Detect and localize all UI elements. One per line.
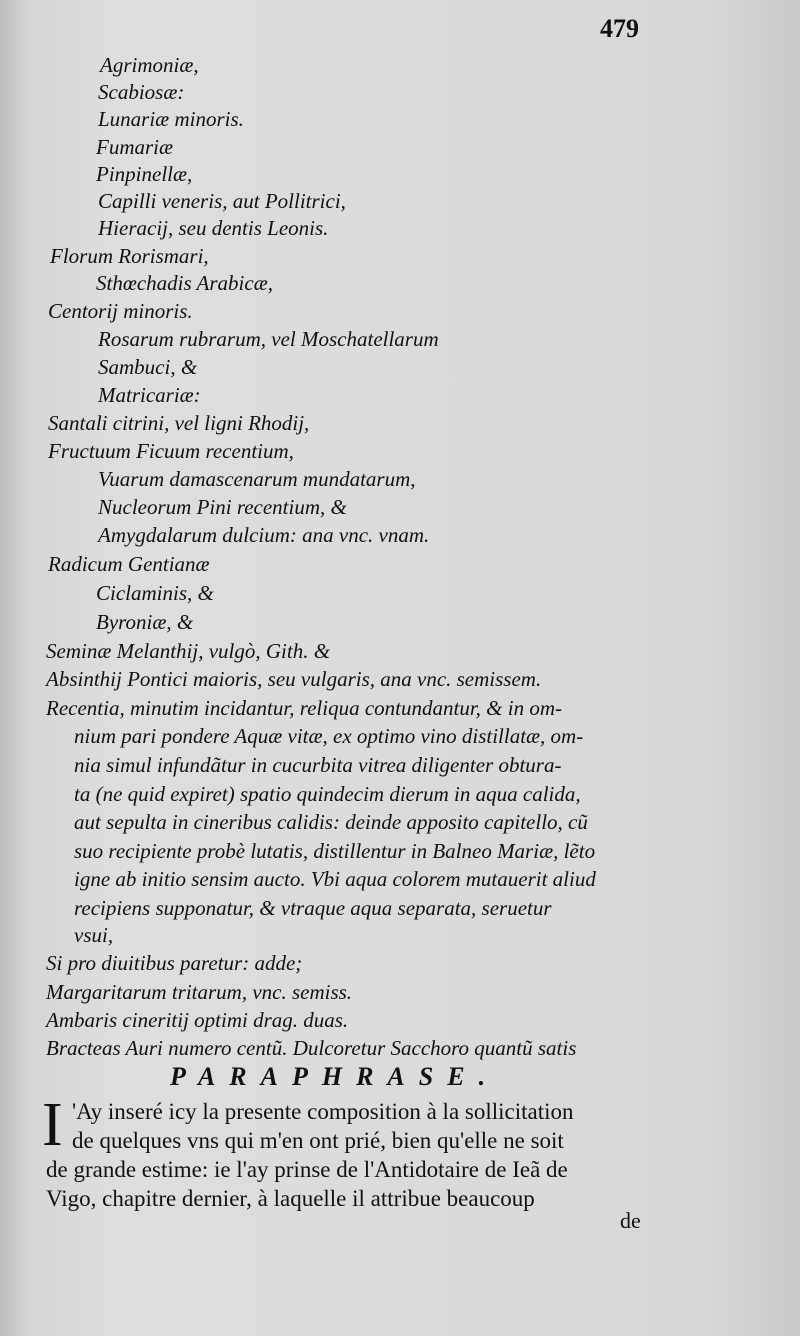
recipe-line: Byroniæ, &: [96, 610, 194, 634]
recipe-line: igne ab initio sensim aucto. Vbi aqua colorem mutauerit aliud: [74, 867, 596, 891]
recipe-line: Recentia, minutim incidantur, reliqua contundantur, & in om-: [46, 696, 563, 720]
paraphrase-line: 'Ay inseré icy la presente composition à la sollicitation: [72, 1099, 574, 1124]
paraphrase-line: de grande estime: ie l'ay prinse de l'Antidotaire de Ieã de: [46, 1157, 568, 1182]
recipe-line: Si pro diuitibus paretur: adde;: [46, 951, 303, 975]
recipe-line: Fructuum Ficuum recentium,: [48, 439, 294, 463]
recipe-line: Centorij minoris.: [48, 299, 193, 323]
recipe-line: Nucleorum Pini recentium, &: [98, 495, 347, 519]
recipe-line: Sambuci, &: [98, 355, 198, 379]
recipe-line: Capilli veneris, aut Pollitrici,: [98, 189, 346, 213]
recipe-line: Ciclaminis, &: [96, 581, 214, 605]
recipe-line: Bracteas Auri numero centũ. Dulcoretur Sacchoro quantũ satis: [46, 1036, 577, 1060]
paraphrase-heading: PARAPHRASE.: [170, 1062, 500, 1091]
recipe-line: Margaritarum tritarum, vnc. semiss.: [46, 980, 353, 1004]
recipe-line: suo recipiente probè lutatis, distillentur in Balneo Mariæ, lẽto: [74, 839, 596, 863]
recipe-line: Hieracij, seu dentis Leonis.: [98, 216, 329, 240]
drop-cap: I: [42, 1091, 63, 1159]
recipe-line: Santali citrini, vel ligni Rhodij,: [48, 411, 310, 435]
recipe-line: Scabiosæ:: [98, 80, 185, 104]
recipe-line: Ambaris cineritij optimi drag. duas.: [46, 1008, 349, 1032]
recipe-line: Lunariæ minoris.: [98, 107, 244, 131]
recipe-line: nia simul infundãtur in cucurbita vitrea diligenter obtura-: [74, 753, 562, 777]
catchword: de: [620, 1208, 641, 1233]
recipe-line: Vuarum damascenarum mundatarum,: [98, 467, 416, 491]
recipe-line: Amygdalarum dulcium: ana vnc. vnam.: [98, 523, 430, 547]
recipe-line: vsui,: [74, 923, 114, 947]
recipe-line: ta (ne quid expiret) spatio quindecim dierum in aqua calida,: [74, 782, 581, 806]
paraphrase-line: Vigo, chapitre dernier, à laquelle il attribue beaucoup: [46, 1186, 535, 1211]
recipe-line: Matricariæ:: [98, 383, 201, 407]
recipe-line: Sthœchadis Arabicæ,: [96, 271, 273, 295]
paraphrase-line: de quelques vns qui m'en ont prié, bien qu'elle ne soit: [72, 1128, 564, 1153]
recipe-line: aut sepulta in cineribus calidis: deinde apposito capitello, cũ: [74, 810, 588, 834]
page-number: 479: [600, 14, 639, 43]
recipe-line: Agrimoniæ,: [100, 53, 199, 77]
recipe-line: recipiens supponatur, & vtraque aqua separata, seruetur: [74, 896, 552, 920]
recipe-line: Pinpinellæ,: [96, 162, 193, 186]
recipe-line: Radicum Gentianæ: [48, 552, 210, 576]
recipe-line: Fumariæ: [96, 135, 174, 159]
recipe-line: Seminæ Melanthij, vulgò, Gith. &: [46, 639, 331, 663]
recipe-line: Absinthij Pontici maioris, seu vulgaris, ana vnc. semissem.: [46, 667, 542, 691]
recipe-line: Rosarum rubrarum, vel Moschatellarum: [98, 327, 439, 351]
recipe-line: nium pari pondere Aquæ vitæ, ex optimo vino distillatæ, om-: [74, 724, 584, 748]
recipe-line: Florum Rorismari,: [50, 244, 209, 268]
